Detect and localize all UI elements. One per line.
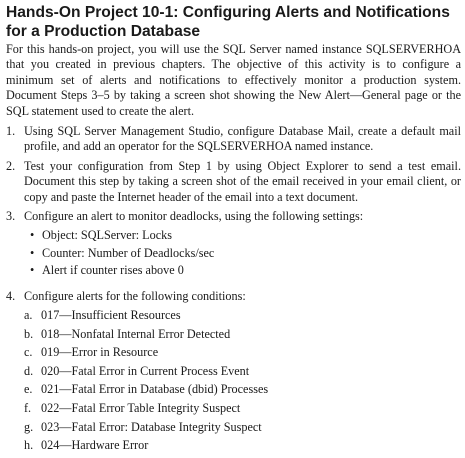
condition-item xyxy=(24,364,461,379)
setting-text: Counter: Number of Deadlocks/sec xyxy=(42,245,215,260)
step-2 xyxy=(6,159,461,205)
alert-conditions-list xyxy=(24,308,461,454)
step-text: Test your configuration from Step 1 by using Object Explorer to send a test email. Document this step by taking a screen shot of the email received in your email client, or copy and paste the Internet header of the email into a text document. xyxy=(24,158,461,204)
document-page xyxy=(6,3,461,458)
condition-text: 018—Nonfatal Internal Error Detected xyxy=(41,326,231,341)
condition-text: 022—Fatal Error Table Integrity Suspect xyxy=(41,401,241,416)
condition-item xyxy=(24,345,461,360)
condition-letter: b. xyxy=(24,326,34,341)
step-number: 2. xyxy=(6,158,16,173)
step-number: 3. xyxy=(6,209,16,224)
setting-item xyxy=(30,246,461,261)
condition-item xyxy=(24,327,461,342)
setting-item xyxy=(30,228,461,243)
setting-text: Object: SQLServer: Locks xyxy=(42,228,172,243)
bullet-icon: • xyxy=(30,245,35,260)
condition-letter: d. xyxy=(24,363,34,378)
deadlock-settings-list xyxy=(30,228,461,278)
step-1 xyxy=(6,124,461,155)
steps-list xyxy=(6,124,461,454)
condition-letter: e. xyxy=(24,382,33,397)
setting-item xyxy=(30,263,461,278)
condition-text: 024—Hardware Error xyxy=(41,438,149,453)
condition-text: 023—Fatal Error: Database Integrity Suspect xyxy=(41,419,262,434)
step-text: Configure an alert to monitor deadlocks, using the following settings: xyxy=(24,209,364,224)
bullet-icon: • xyxy=(30,263,35,278)
condition-letter: f. xyxy=(24,401,32,416)
condition-item xyxy=(24,382,461,397)
step-number: 4. xyxy=(6,288,16,303)
setting-text: Alert if counter rises above 0 xyxy=(42,263,184,278)
condition-letter: g. xyxy=(24,419,34,434)
condition-letter: h. xyxy=(24,438,34,453)
condition-text: 020—Fatal Error in Current Process Event xyxy=(41,363,250,378)
step-text: Configure alerts for the following conditions: xyxy=(24,288,246,303)
step-number: 1. xyxy=(6,124,16,139)
bullet-icon: • xyxy=(30,228,35,243)
condition-text: 019—Error in Resource xyxy=(41,345,159,360)
condition-text: 017—Insufficient Resources xyxy=(41,308,181,323)
condition-letter: c. xyxy=(24,345,33,360)
condition-item xyxy=(24,438,461,453)
condition-item xyxy=(24,420,461,435)
intro-paragraph: For this hands-on project, you will use the SQL Server named instance SQLSERVERHOA that you created in previous chapters. The objective of this activity is to configure a minimum set of alerts and notifications to effectively monitor a production system. Document Steps 3–5 by taking a screen shot showing the New Alert—General page or the SQL statement used to create the alert. xyxy=(6,42,461,118)
condition-item xyxy=(24,308,461,323)
project-title: Hands-On Project 10-1: Configuring Alerts and Notifications for a Production Database xyxy=(6,4,450,40)
condition-text: 021—Fatal Error in Database (dbid) Processes xyxy=(41,382,269,397)
step-text: Using SQL Server Management Studio, configure Database Mail, create a default mail profile, and add an operator for the SQLSERVERHOA named instance. xyxy=(24,124,461,154)
step-3 xyxy=(6,209,461,279)
condition-item xyxy=(24,401,461,416)
step-4 xyxy=(6,289,461,454)
condition-letter: a. xyxy=(24,308,33,323)
